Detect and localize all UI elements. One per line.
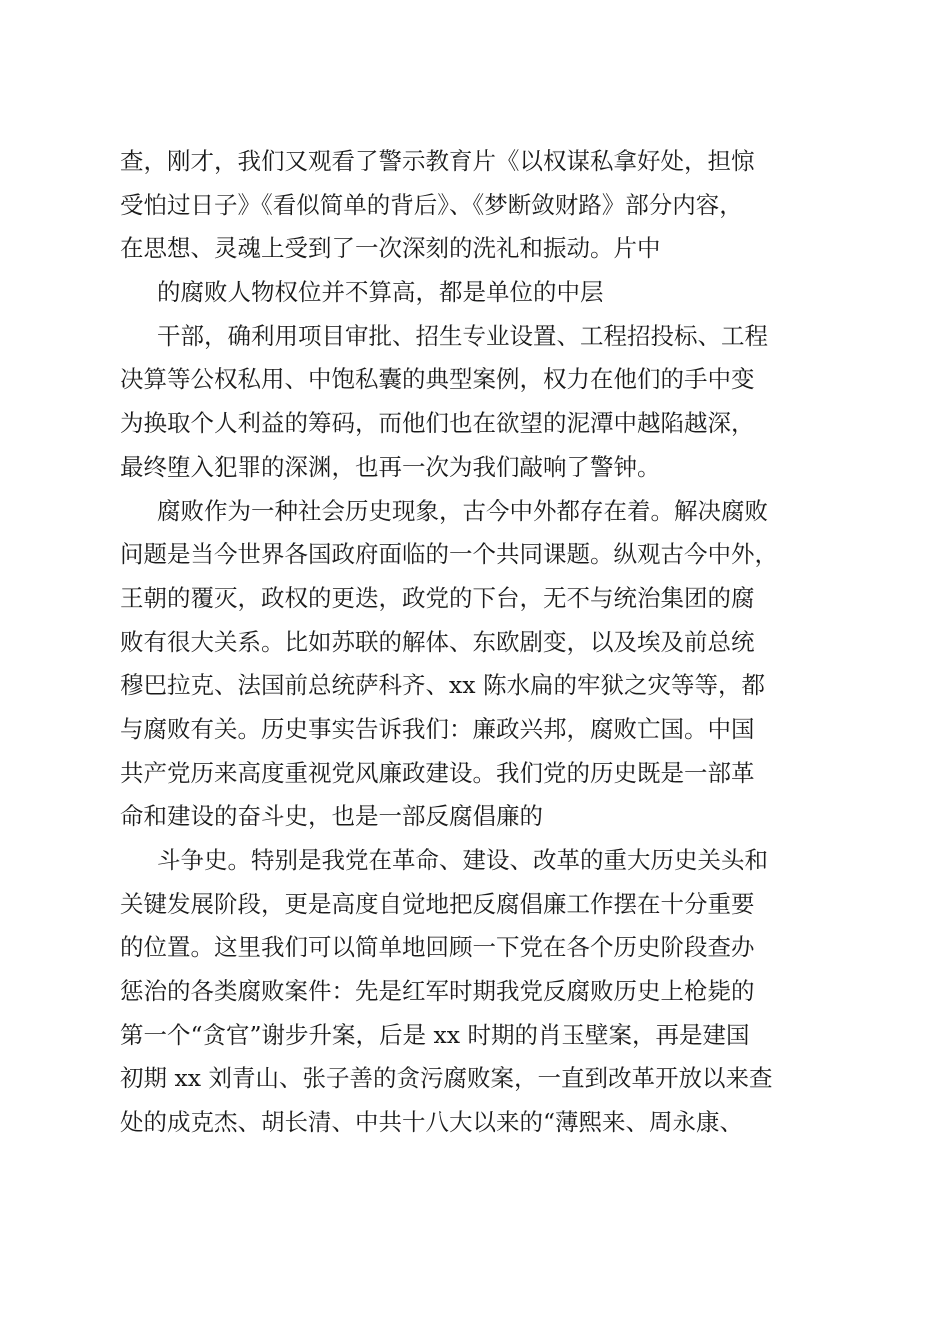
text-line: 穆巴拉克、法国前总统萨科齐、xx 陈水扁的牢狱之灾等等，都 (120, 671, 765, 700)
text-line: 受怕过日子》《看似简单的背后》、《梦断敛财路》部分内容， (120, 190, 743, 219)
text-line: 最终堕入犯罪的深渊，也再一次为我们敲响了警钟。 (120, 452, 661, 481)
text-line: 第一个“贪官”谢步升案，后是 xx 时期的肖玉壁案，再是建国 (120, 1020, 750, 1049)
text-line: 查，刚才，我们又观看了警示教育片《以权谋私拿好处，担惊 (120, 147, 755, 175)
text-line: 惩治的各类腐败案件：先是红军时期我党反腐败历史上枪毙的 (120, 977, 755, 1006)
text-line: 为换取个人利益的筹码，而他们也在欲望的泥潭中越陷越深， (120, 409, 755, 438)
text-line: 命和建设的奋斗史，也是一部反腐倡廉的 (120, 802, 543, 831)
text-line: 斗争史。特别是我党在革命、建设、改革的重大历史关头和 (157, 846, 768, 874)
text-line: 关键发展阶段，更是高度自觉地把反腐倡廉工作摆在十分重要 (120, 889, 755, 918)
text-line: 王朝的覆灭，政权的更迭，政党的下台，无不与统治集团的腐 (120, 583, 755, 612)
text-line: 在思想、灵魂上受到了一次深刻的洗礼和振动。片中 (120, 234, 661, 263)
text-line: 的位置。这里我们可以简单地回顾一下党在各个历史阶段查办 (120, 933, 755, 962)
body-text (120, 140, 840, 1145)
text-line: 干部，确利用项目审批、招生专业设置、工程招投标、工程 (157, 321, 768, 350)
text-line: 腐败作为一种社会历史现象，古今中外都存在着。解决腐败 (157, 496, 768, 525)
text-line: 决算等公权私用、中饱私囊的典型案例，权力在他们的手中变 (120, 365, 755, 394)
text-line: 处的成克杰、胡长清、中共十八大以来的“薄熙来、周永康、 (120, 1108, 744, 1137)
text-line: 问题是当今世界各国政府面临的一个共同课题。纵观古今中外， (120, 540, 778, 569)
text-line: 的腐败人物权位并不算高，都是单位的中层 (157, 278, 604, 307)
text-line: 败有很大关系。比如苏联的解体、东欧剧变，以及埃及前总统 (120, 627, 755, 656)
text-line: 初期 xx 刘青山、张子善的贪污腐败案，一直到改革开放以来查 (120, 1064, 773, 1093)
text-line: 共产党历来高度重视党风廉政建设。我们党的历史既是一部革 (120, 758, 755, 787)
text-line: 与腐败有关。历史事实告诉我们：廉政兴邦，腐败亡国。中国 (120, 714, 755, 743)
